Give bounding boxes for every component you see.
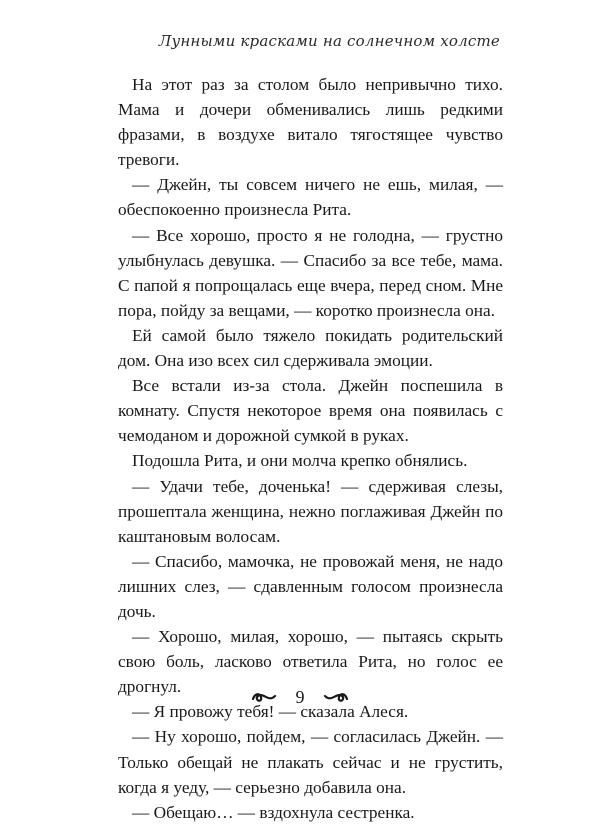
paragraph: Ей самой было тяжело покидать родительский дом. Она изо всех сил сдерживала эмоции. [118,325,503,371]
paragraph: — Обещаю… — вздохнула сестренка. [132,802,415,822]
paragraph: — Джейн, ты совсем ничего не ешь, милая, — обеспокоенно произнесла Рита. [118,175,503,220]
paragraph: — Удачи тебе, доченька! — сдерживая слезы, прошептала женщина, нежно поглаживая Джейн по каштановым волосам. [118,476,503,546]
running-head: Лунными красками на солнечном холсте [158,32,500,50]
paragraph: — Ну хорошо, пойдем, — согласилась Джейн. — Только обещай не плакать сейчас и не грустить, когда я уеду, — серьезно добавила она. [118,727,503,797]
scroll-ornament-icon [323,690,349,704]
paragraph: — Спасибо, мамочка, не провожай меня, не надо лишних слез, — сдавленным голосом произнесла дочь. [118,551,503,621]
text-block [118,72,503,825]
paragraph: — Хорошо, милая, хорошо, — пытаясь скрыть свою боль, ласково ответила Рита, но голос ее дрогнул. [118,627,503,697]
paragraph: — Я провожу тебя! — сказала Алеся. [132,702,409,722]
paragraph: На этот раз за столом было непривычно тихо. Мама и дочери обменивались лишь редкими фразами, в воздухе витало тягостящее чувство тревоги. [118,75,503,170]
scroll-ornament-icon [251,690,277,704]
paragraph: Подошла Рита, и они молча крепко обнялись. [132,451,468,471]
page-number: 9 [295,686,305,707]
page-footer [0,686,600,708]
paragraph: — Все хорошо, просто я не голодна, — грустно улыбнулась девушка. — Спасибо за все тебе, мама. С папой я попрощалась еще вчера, перед сном. Мне пора, пойду за вещами, — коротко произнесла она. [118,225,503,320]
paragraph: Все встали из-за стола. Джейн поспешила в комнату. Спустя некоторое время она появилась с чемоданом и дорожной сумкой в руках. [118,376,503,446]
